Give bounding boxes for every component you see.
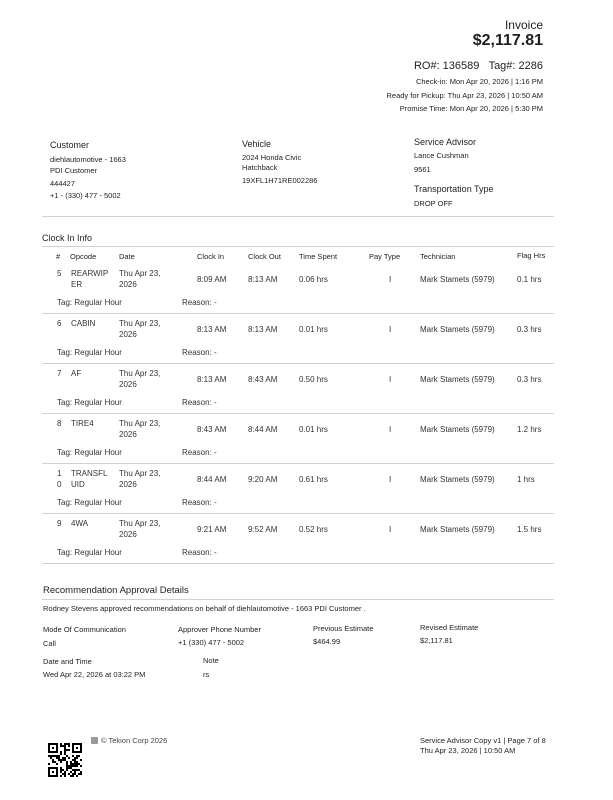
row-tag: Tag: Regular Hour [57,498,122,507]
row-technician: Mark Stamets (5979) [420,375,495,384]
row-clock-out: 8:43 AM [248,375,278,384]
divider [42,216,554,217]
mode-label: Mode Of Communication [43,625,126,634]
row-tag: Tag: Regular Hour [57,548,122,557]
row-flag-hrs: 1.5 hrs [517,525,542,534]
row-technician: Mark Stamets (5979) [420,475,495,484]
printed-time: Thu Apr 23, 2026 | 10:50 AM [420,746,516,755]
row-clock-in: 9:21 AM [197,525,227,534]
previous-estimate-label: Previous Estimate [313,624,374,633]
vehicle-body: Hatchback [242,163,278,172]
row-date: Thu Apr 23, 2026 [119,469,161,489]
row-num: 1 0 [57,469,62,489]
row-time-spent: 0.50 hrs [299,375,328,384]
qr-code-icon [48,743,82,777]
approval-statement: Rodney Stevens approved recommendations on behalf of diehlautomotive - 1663 PDI Customer . [43,604,366,613]
row-num: 8 [57,419,62,428]
col-paytype-header: Pay Type [369,252,401,261]
customer-heading: Customer [50,140,90,150]
row-divider [42,313,554,314]
revised-estimate-label: Revised Estimate [420,623,479,632]
row-date: Thu Apr 23, 2026 [119,419,161,439]
row-tag: Tag: Regular Hour [57,298,122,307]
row-technician: Mark Stamets (5979) [420,525,495,534]
row-clock-in: 8:44 AM [197,475,227,484]
copy-info: Service Advisor Copy v1 | Page 7 of 8 [420,736,546,745]
vehicle-heading: Vehicle [242,139,272,149]
advisor-heading: Service Advisor [414,137,477,147]
customer-id: 444427 [50,179,76,188]
row-clock-in: 8:13 AM [197,325,227,334]
revised-estimate-value: $2,117.81 [420,636,453,645]
copyright: © Tekion Corp 2026 [101,736,168,745]
clock-section-title: Clock In Info [42,233,93,243]
col-opcode-header: Opcode [70,252,97,261]
row-num: 6 [57,319,62,328]
row-tag: Tag: Regular Hour [57,448,122,457]
row-time-spent: 0.52 hrs [299,525,328,534]
row-clock-in: 8:13 AM [197,375,227,384]
row-tag: Tag: Regular Hour [57,348,122,357]
row-pay-type: I [389,475,392,484]
row-date: Thu Apr 23, 2026 [119,319,161,339]
row-flag-hrs: 0.3 hrs [517,375,542,384]
row-technician: Mark Stamets (5979) [420,325,495,334]
row-num: 5 [57,269,62,278]
document-type-label: Invoice [504,18,543,32]
row-opcode: TRANSFL UID [71,469,108,489]
note-label: Note [203,656,219,665]
row-tag: Tag: Regular Hour [57,398,122,407]
row-pay-type: I [389,525,392,534]
row-pay-type: I [389,425,392,434]
row-clock-out: 8:44 AM [248,425,278,434]
row-date: Thu Apr 23, 2026 [119,519,161,539]
col-date-header: Date [119,252,135,261]
row-reason: Reason: - [182,548,217,557]
row-technician: Mark Stamets (5979) [420,425,495,434]
customer-phone: +1 - (330) 477 - 5002 [50,191,121,200]
customer-type: PDI Customer [50,166,98,175]
row-num: 9 [57,519,62,528]
row-date: Thu Apr 23, 2026 [119,269,161,289]
ready-pickup-time: Ready for Pickup: Thu Apr 23, 2026 | 10:50 AM [386,91,543,100]
row-clock-in: 8:09 AM [197,275,227,284]
row-divider [42,563,554,564]
advisor-name: Lance Cushman [414,151,469,160]
row-opcode: REARWIP ER [71,269,109,289]
row-reason: Reason: - [182,298,217,307]
row-clock-out: 9:20 AM [248,475,278,484]
row-clock-out: 9:52 AM [248,525,278,534]
row-divider [42,413,554,414]
row-opcode: 4WA [71,519,89,528]
col-clockin-header: Clock In [197,252,225,261]
row-pay-type: I [389,275,392,284]
row-time-spent: 0.06 hrs [299,275,328,284]
tag-number: Tag#: 2286 [488,60,543,72]
row-divider [42,363,554,364]
row-time-spent: 0.01 hrs [299,325,328,334]
col-clockout-header: Clock Out [248,252,281,261]
col-flaghrs-header: Flag Hrs [517,251,546,260]
checkin-time: Check-in: Mon Apr 20, 2026 | 1:16 PM [415,77,543,86]
approver-phone-label: Approver Phone Number [178,625,261,634]
datetime-value: Wed Apr 22, 2026 at 03:22 PM [43,670,146,679]
divider [42,599,554,600]
row-clock-out: 8:13 AM [248,275,278,284]
recommendation-title: Recommendation Approval Details [43,585,189,596]
row-num: 7 [57,369,62,378]
transport-heading: Transportation Type [414,184,494,194]
row-flag-hrs: 0.3 hrs [517,325,542,334]
note-value: rs [203,670,210,679]
transport-value: DROP OFF [414,199,453,208]
row-reason: Reason: - [182,448,217,457]
row-divider [42,513,554,514]
customer-name: diehlautomotive - 1663 [50,155,126,164]
row-reason: Reason: - [182,398,217,407]
row-flag-hrs: 1 hrs [517,475,535,484]
row-flag-hrs: 0.1 hrs [517,275,542,284]
ro-number: RO#: 136589 [413,60,480,72]
row-date: Thu Apr 23, 2026 [119,369,161,389]
row-pay-type: I [389,375,392,384]
promise-time: Promise Time: Mon Apr 20, 2026 | 5:30 PM [399,104,543,113]
datetime-label: Date and Time [43,657,92,666]
col-num-header: # [56,252,61,261]
row-opcode: AF [71,369,82,378]
row-clock-out: 8:13 AM [248,325,278,334]
previous-estimate-value: $464.99 [313,637,341,646]
vehicle-model: 2024 Honda Civic [242,153,302,162]
row-time-spent: 0.61 hrs [299,475,328,484]
divider [42,246,554,247]
mode-value: Call [43,639,56,648]
row-time-spent: 0.01 hrs [299,425,328,434]
row-technician: Mark Stamets (5979) [420,275,495,284]
approver-phone-value: +1 (330) 477 - 5002 [178,638,245,647]
row-opcode: TIRE4 [71,419,94,428]
brand-icon [91,737,98,744]
row-flag-hrs: 1.2 hrs [517,425,542,434]
row-reason: Reason: - [182,498,217,507]
advisor-id: 9561 [414,165,431,174]
invoice-total: $2,117.81 [472,32,543,49]
row-clock-in: 8:43 AM [197,425,227,434]
col-technician-header: Technician [420,252,456,261]
ro-tag-line [414,60,543,72]
row-opcode: CABIN [71,319,96,328]
row-pay-type: I [389,325,392,334]
row-divider [42,463,554,464]
row-reason: Reason: - [182,348,217,357]
vehicle-vin: 19XFL1H71RE002286 [242,176,318,185]
col-timespent-header: Time Spent [299,252,338,261]
